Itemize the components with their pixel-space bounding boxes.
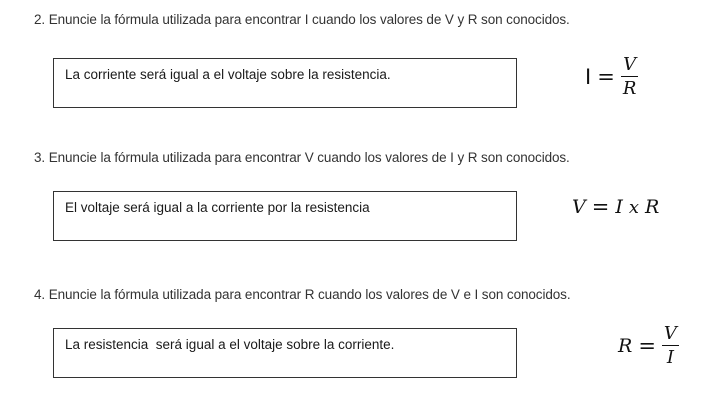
formula-2-equals: =: [597, 65, 615, 90]
formula-3-times: x: [628, 196, 640, 218]
answer-3-box: [53, 191, 517, 241]
answer-4-box: [53, 328, 517, 378]
answer-2-box: [53, 58, 517, 108]
answer-3-text: El voltaje será igual a la corriente por la resistencia: [65, 200, 370, 215]
answer-4-text: La resistencia será igual a el voltaje sobre la corriente.: [65, 337, 395, 352]
answer-2-text: La corriente será igual a el voltaje sobre la resistencia.: [65, 67, 391, 82]
formula-3-factor-b: R: [645, 196, 660, 218]
formula-2-lhs: I: [585, 65, 592, 90]
formula-4-denominator: I: [666, 347, 674, 369]
formula-4-lhs: R: [618, 335, 633, 358]
formula-3-equals: =: [591, 195, 610, 219]
formula-2-denominator: R: [622, 78, 637, 100]
formula-2-fraction: [621, 55, 639, 99]
formula-4-fraction-bar: [662, 345, 679, 346]
question-2-text: 2. Enuncie la fórmula utilizada para encontrar I cuando los valores de V y R son conocidos.: [34, 12, 570, 27]
question-4-text: 4. Enuncie la fórmula utilizada para encontrar R cuando los valores de V e I son conocidos.: [34, 287, 571, 302]
formula-4-fraction: [662, 324, 679, 368]
formula-2-fraction-bar: [621, 76, 639, 77]
formula-4-numerator: V: [663, 323, 677, 344]
formula-3-factor-a: I: [615, 196, 623, 218]
formula-2-numerator: V: [623, 54, 637, 75]
formula-3-lhs: V: [572, 196, 586, 218]
formula-4: [618, 324, 679, 368]
formula-2: [585, 55, 638, 99]
formula-4-equals: =: [638, 334, 656, 359]
formula-3: [572, 195, 659, 219]
question-3-text: 3. Enuncie la fórmula utilizada para encontrar V cuando los valores de I y R son conocidos.: [34, 150, 570, 165]
